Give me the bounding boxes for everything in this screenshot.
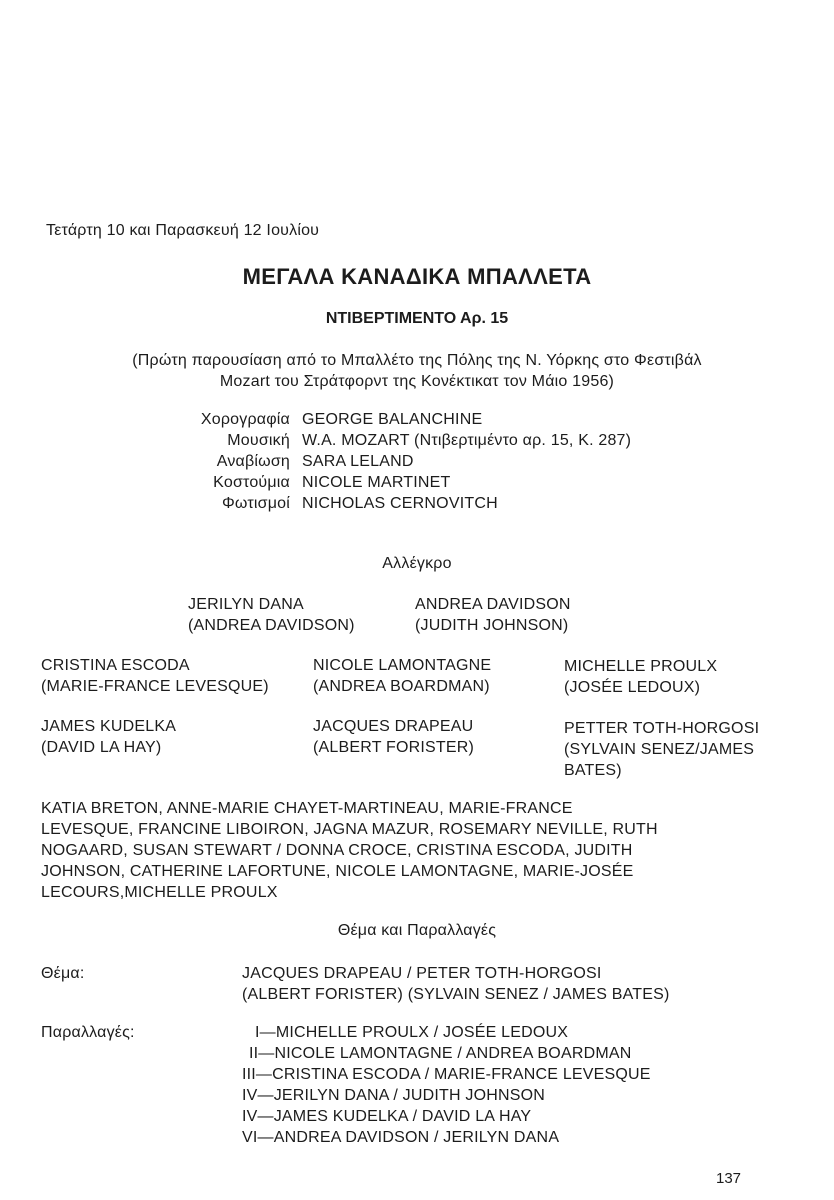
ensemble-list bbox=[41, 798, 658, 903]
dancer-name: JACQUES DRAPEAU bbox=[313, 718, 474, 735]
variation-line: II—NICOLE LAMONTAGNE / ANDREA BOARDMAN bbox=[249, 1045, 632, 1062]
credit-role: Αναβίωση bbox=[216, 453, 290, 470]
theme-line: JACQUES DRAPEAU / PETER TOTH-HORGOSI bbox=[242, 965, 602, 982]
dancer-name: NICOLE LAMONTAGNE bbox=[313, 657, 492, 674]
cast-pair bbox=[41, 716, 176, 758]
variation-line: IV—JERILYN DANA / JUDITH JOHNSON bbox=[242, 1087, 546, 1104]
dancer-name: JERILYN DANA bbox=[188, 596, 304, 613]
premiere-note-line: (Πρώτη παρουσίαση από το Μπαλλέτο της Πόλης της Ν. Υόρκης στο Φεστιβάλ bbox=[132, 352, 702, 369]
credits-list bbox=[120, 409, 631, 514]
dancer-name: CRISTINA ESCODA bbox=[41, 657, 190, 674]
dancer-name: PETTER TOTH-HORGOSI bbox=[564, 720, 760, 737]
credit-name: NICHOLAS CERNOVITCH bbox=[302, 495, 498, 512]
date-line: Τετάρτη 10 και Παρασκευή 12 Ιουλίου bbox=[46, 222, 320, 239]
credit-row bbox=[120, 472, 631, 493]
cast-pair bbox=[188, 594, 355, 636]
understudy-name: (JOSÉE LEDOUX) bbox=[564, 679, 701, 696]
ensemble-line: LECOURS,MICHELLE PROULX bbox=[41, 884, 278, 901]
page-title: ΜΕΓΑΛΑ ΚΑΝΑΔΙΚΑ ΜΠΑΛΛΕΤΑ bbox=[242, 264, 592, 289]
theme-heading: Θέμα και Παραλλαγές bbox=[337, 922, 497, 939]
ensemble-line: LEVESQUE, FRANCINE LIBOIRON, JAGNA MAZUR, ROSEMARY NEVILLE, RUTH bbox=[41, 821, 658, 838]
cast-pair bbox=[564, 718, 759, 781]
cast-pair bbox=[41, 655, 269, 697]
ensemble-line: NOGAARD, SUSAN STEWART / DONNA CROCE, CRISTINA ESCODA, JUDITH bbox=[41, 842, 633, 859]
credit-role: Μουσική bbox=[227, 432, 290, 449]
page-number: 137 bbox=[716, 1170, 742, 1187]
credit-row bbox=[120, 493, 631, 514]
credit-name: NICOLE MARTINET bbox=[302, 474, 451, 491]
dancer-name: ANDREA DAVIDSON bbox=[415, 596, 571, 613]
cast-pair bbox=[564, 656, 717, 698]
theme-cast bbox=[242, 963, 670, 1005]
understudy-name: (JUDITH JOHNSON) bbox=[415, 617, 569, 634]
credit-row bbox=[120, 409, 631, 430]
variation-line: VI—ANDREA DAVIDSON / JERILYN DANA bbox=[242, 1129, 560, 1146]
credit-name: SARA LELAND bbox=[302, 453, 414, 470]
variations-label: Παραλλαγές: bbox=[41, 1024, 135, 1041]
theme-label: Θέμα: bbox=[41, 965, 85, 982]
understudy-name: (DAVID LA HAY) bbox=[41, 739, 162, 756]
variation-line: IV—JAMES KUDELKA / DAVID LA HAY bbox=[242, 1108, 532, 1125]
understudy-name: (SYLVAIN SENEZ/JAMES bbox=[564, 741, 755, 758]
credit-name: GEORGE BALANCHINE bbox=[302, 411, 483, 428]
variations-list bbox=[242, 1022, 651, 1148]
cast-pair bbox=[313, 655, 491, 697]
work-title: ΝΤΙΒΕΡΤΙΜΕΝΤΟ Αρ. 15 bbox=[325, 310, 509, 327]
theme-line: (ALBERT FORISTER) (SYLVAIN SENEZ / JAMES BATES) bbox=[242, 986, 670, 1003]
understudy-name: (ANDREA DAVIDSON) bbox=[188, 617, 355, 634]
credit-role: Χορογραφία bbox=[200, 411, 290, 428]
dancer-name: MICHELLE PROULX bbox=[564, 658, 718, 675]
ensemble-line: JOHNSON, CATHERINE LAFORTUNE, NICOLE LAMONTAGNE, MARIE-JOSÉE bbox=[41, 863, 634, 880]
premiere-note-line: Mozart του Στράτφορντ της Κονέκτικατ τον Μάιο 1956) bbox=[219, 373, 615, 390]
premiere-note bbox=[0, 350, 834, 392]
credit-role: Φωτισμοί bbox=[221, 495, 290, 512]
understudy-name: BATES) bbox=[564, 762, 622, 779]
credit-name: W.A. MOZART (Ντιβερτιμέντο αρ. 15, Κ. 287) bbox=[302, 432, 632, 449]
understudy-name: (ALBERT FORISTER) bbox=[313, 739, 475, 756]
understudy-name: (MARIE-FRANCE LEVESQUE) bbox=[41, 678, 269, 695]
ensemble-line: KATIA BRETON, ANNE-MARIE CHAYET-MARTINEAU, MARIE-FRANCE bbox=[41, 800, 573, 817]
dancer-name: JAMES KUDELKA bbox=[41, 718, 177, 735]
credit-row bbox=[120, 451, 631, 472]
cast-pair bbox=[415, 594, 571, 636]
credit-row bbox=[120, 430, 631, 451]
allegro-heading: Αλλέγκρο bbox=[382, 555, 452, 572]
cast-pair bbox=[313, 716, 474, 758]
variation-line: III—CRISTINA ESCODA / MARIE-FRANCE LEVESQUE bbox=[242, 1066, 651, 1083]
credit-role: Κοστούμια bbox=[213, 474, 290, 491]
variation-line: I—MICHELLE PROULX / JOSÉE LEDOUX bbox=[255, 1024, 569, 1041]
understudy-name: (ANDREA BOARDMAN) bbox=[313, 678, 490, 695]
